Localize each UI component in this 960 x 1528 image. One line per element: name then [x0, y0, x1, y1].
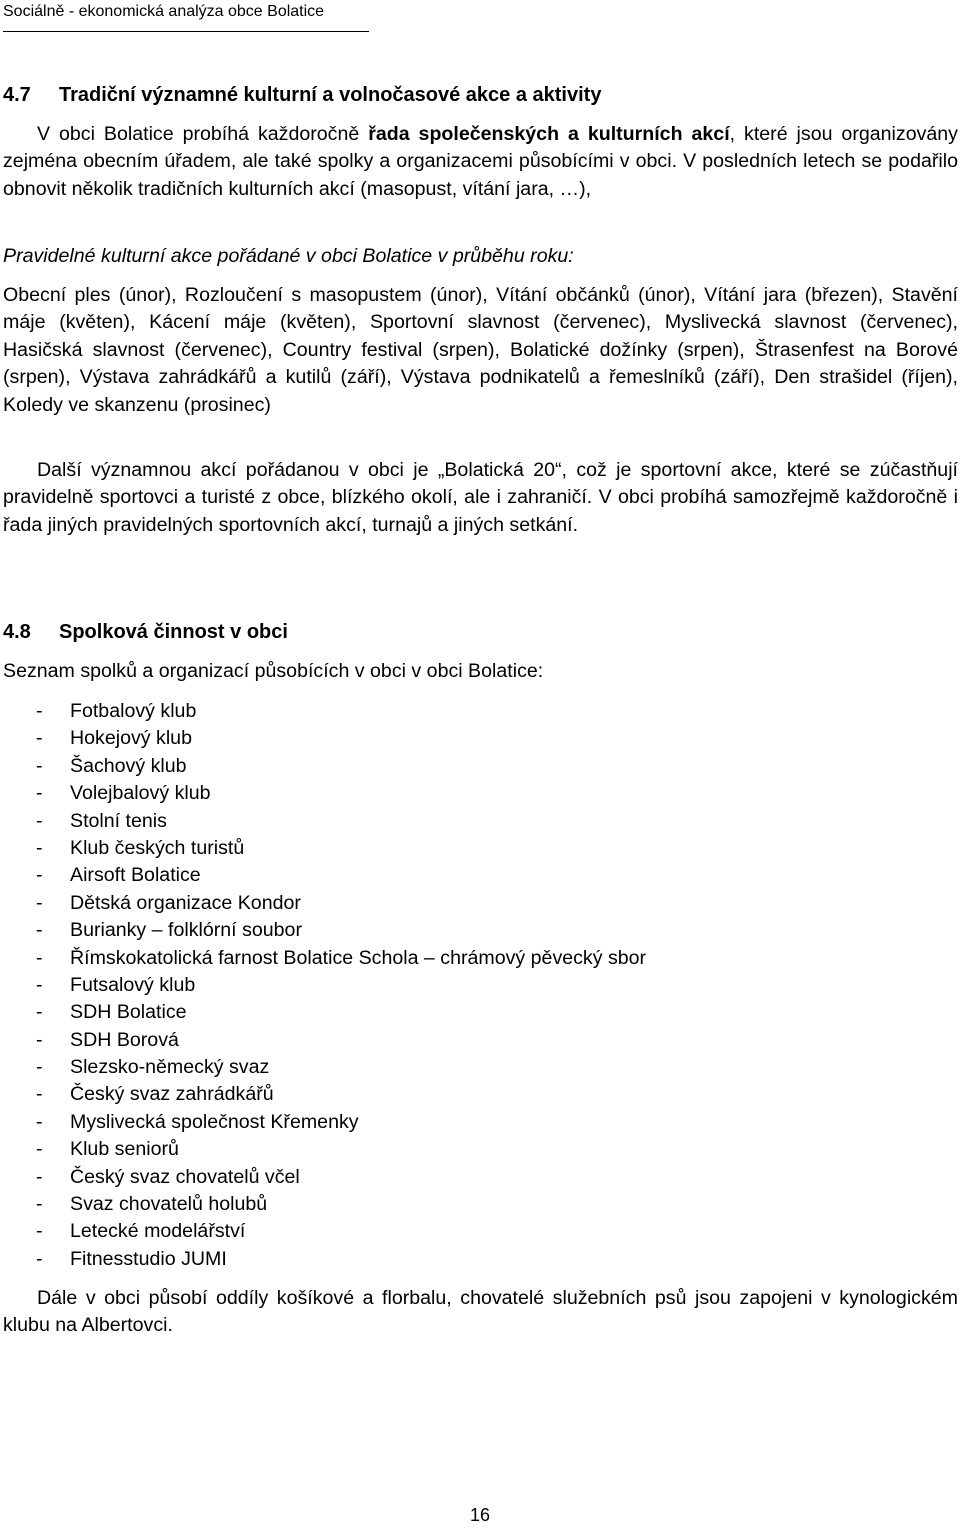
- intro-emphasis: řada společenských a kulturních akcí: [368, 123, 730, 145]
- list-item-label: Svaz chovatelů holubů: [70, 1193, 268, 1216]
- list-item-label: Dětská organizace Kondor: [70, 891, 301, 914]
- page-number: 16: [469, 1505, 491, 1525]
- organizations-intro: Seznam spolků a organizací působících v obci v obci Bolatice:: [3, 660, 544, 682]
- intro-text-end: , které jsou organizovány zejména obecním úřadem, ale také spolky a organizacemi působícími v obci. V posledních letech se podařilo obnovit několik tradičních kulturních akcí (masopust, vítání jara, …),: [3, 123, 958, 200]
- list-item: [3, 945, 646, 972]
- list-item-label: Volejbalový klub: [70, 782, 211, 805]
- list-dash: -: [36, 836, 43, 859]
- list-dash: -: [36, 1028, 43, 1051]
- list-dash: -: [36, 864, 43, 887]
- list-item: [3, 1081, 646, 1108]
- list-item: [3, 808, 646, 835]
- list-item-label: Klub seniorů: [70, 1138, 179, 1161]
- list-dash: -: [36, 1138, 43, 1161]
- list-item: [3, 835, 646, 862]
- list-item: [3, 972, 646, 999]
- list-item: [3, 753, 646, 780]
- list-dash: -: [36, 1220, 43, 1243]
- list-dash: -: [36, 1110, 43, 1133]
- list-dash: -: [36, 1001, 43, 1024]
- list-item-label: Fitnesstudio JUMI: [70, 1247, 227, 1270]
- intro-text-start: V obci Bolatice probíhá každoročně: [37, 123, 369, 145]
- list-item-label: SDH Borová: [70, 1028, 179, 1051]
- list-item-label: Myslivecká společnost Křemenky: [70, 1110, 359, 1133]
- list-dash: -: [36, 782, 43, 805]
- list-item-label: Stolní tenis: [70, 809, 167, 832]
- list-item: [3, 1136, 646, 1163]
- list-dash: -: [36, 1193, 43, 1216]
- list-dash: -: [36, 946, 43, 969]
- running-header: Sociálně - ekonomická analýza obce Bolatice: [3, 3, 325, 20]
- section-heading-4-8: [3, 619, 288, 645]
- list-dash: -: [36, 891, 43, 914]
- list-dash: -: [36, 973, 43, 996]
- list-item: [3, 890, 646, 917]
- list-item: [3, 725, 646, 752]
- list-item-label: Airsoft Bolatice: [70, 864, 201, 887]
- intro-paragraph: [3, 121, 958, 203]
- list-dash: -: [36, 919, 43, 942]
- list-item-label: SDH Bolatice: [70, 1001, 187, 1024]
- list-item-label: Futsalový klub: [70, 973, 196, 996]
- list-dash: -: [36, 1165, 43, 1188]
- list-item: [3, 1218, 646, 1245]
- list-item-label: Letecké modelářství: [70, 1220, 246, 1243]
- events-paragraph: Obecní ples (únor), Rozloučení s masopustem (únor), Vítání občánků (únor), Vítání jara (březen), Stavění máje (květen), Kácení máje (květen), Sportovní slavnost (červenec), Myslivecká slavnost (červenec), Hasičská slavnost (červenec), Country festival (srpen), Bolatické dožínky (srpen), Štrasenfest na Borové (srpen), Výstava zahrádkářů a kutilů (září), Výstava podnikatelů a řemeslníků (září), Den strašidel (říjen), Koledy ve skanzenu (prosinec): [3, 284, 958, 416]
- organizations-list: [3, 698, 646, 1273]
- list-item: [3, 1027, 646, 1054]
- list-dash: -: [36, 809, 43, 832]
- list-item: [3, 780, 646, 807]
- section-title: Spolková činnost v obci: [59, 621, 288, 643]
- bolaticka-paragraph: Další významnou akcí pořádanou v obci je „Bolatická 20“, což je sportovní akce, které se zúčastňují pravidelně sportovci a turisté z obce, blízkého okolí, ale i zahraničí. V obci probíhá samozřejmě každoročně i řada jiných pravidelných sportovních akcí, turnajů a jiných setkání.: [3, 459, 958, 536]
- list-item: [3, 698, 646, 725]
- list-item-label: Burianky – folklórní soubor: [70, 919, 302, 942]
- list-dash: -: [36, 727, 43, 750]
- list-item-label: Klub českých turistů: [70, 836, 245, 859]
- section-number: 4.7: [3, 84, 31, 106]
- list-item-label: Šachový klub: [70, 754, 187, 777]
- list-dash: -: [36, 1056, 43, 1079]
- list-item-label: Hokejový klub: [70, 727, 192, 750]
- list-item: [3, 917, 646, 944]
- list-item: [3, 1246, 646, 1273]
- list-item: [3, 862, 646, 889]
- list-item: [3, 1109, 646, 1136]
- list-item-label: Slezsko-německý svaz: [70, 1056, 270, 1079]
- list-item: [3, 1054, 646, 1081]
- list-dash: -: [36, 1247, 43, 1270]
- section-title: Tradiční významné kulturní a volnočasové akce a aktivity: [59, 84, 602, 106]
- list-item-label: Český svaz chovatelů včel: [70, 1165, 300, 1188]
- section-number: 4.8: [3, 621, 31, 643]
- closing-paragraph: Dále v obci působí oddíly košíkové a florbalu, chovatelé služebních psů jsou zapojeni v kynologickém klubu na Albertovci.: [3, 1287, 958, 1337]
- list-item-label: Fotbalový klub: [70, 700, 197, 722]
- list-item-label: Český svaz zahrádkářů: [70, 1083, 274, 1106]
- list-item: [3, 1191, 646, 1218]
- list-dash: -: [36, 1083, 43, 1106]
- header-rule: [3, 31, 369, 32]
- list-dash: -: [36, 700, 43, 722]
- list-item: [3, 999, 646, 1026]
- list-item: [3, 1164, 646, 1191]
- section-heading-4-7: [3, 82, 601, 108]
- list-dash: -: [36, 754, 43, 777]
- list-item-label: Římskokatolická farnost Bolatice Schola – chrámový pěvecký sbor: [70, 946, 647, 969]
- events-subheading: Pravidelné kulturní akce pořádané v obci Bolatice v průběhu roku:: [3, 245, 574, 267]
